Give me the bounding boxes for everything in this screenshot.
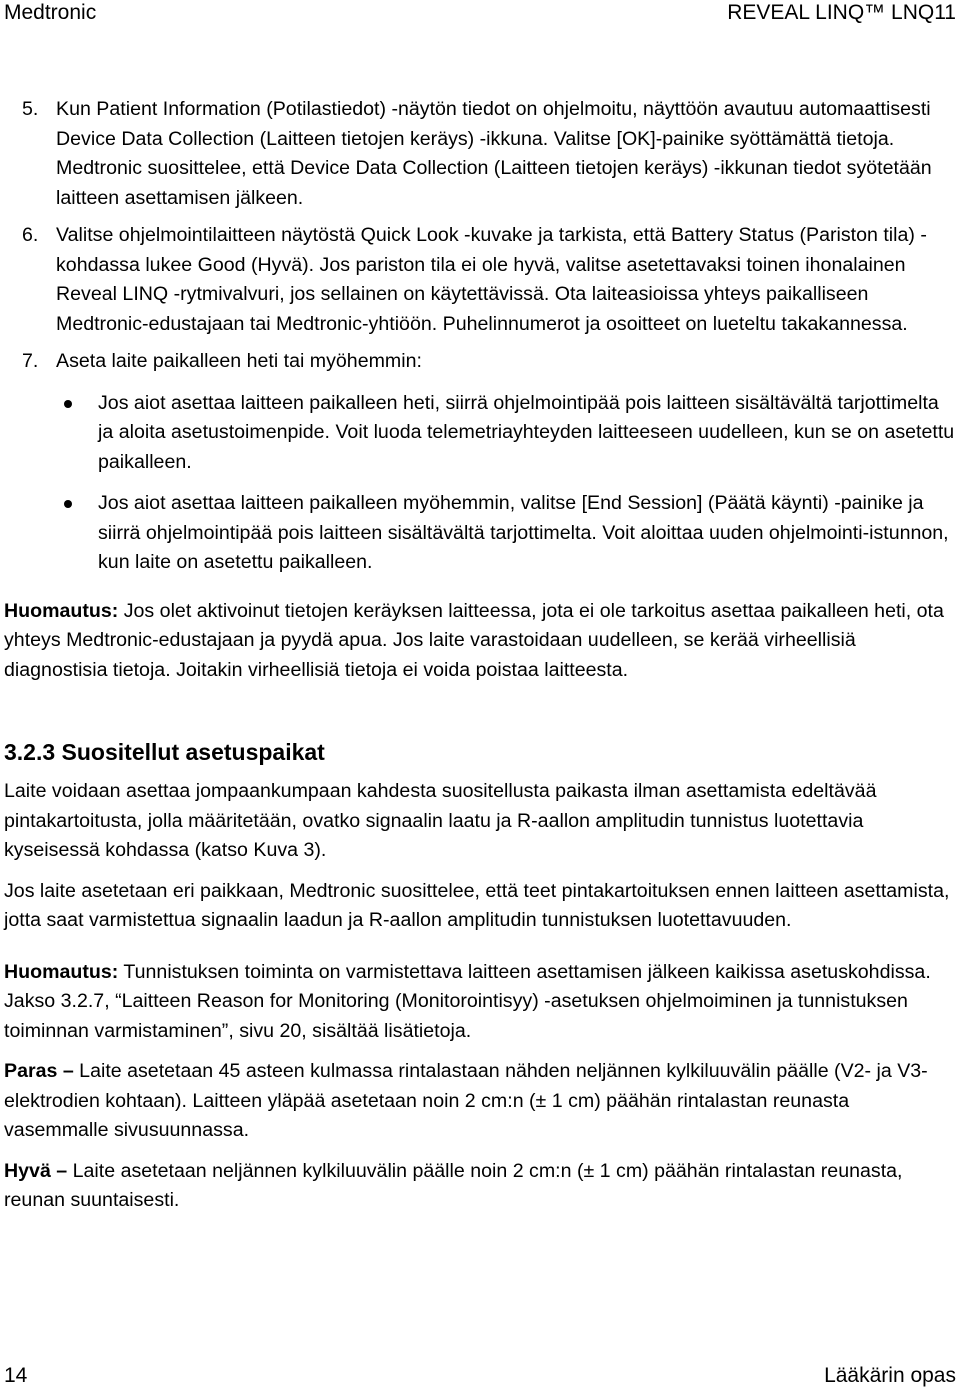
good-location-paragraph	[4, 1157, 956, 1216]
list-item-6	[4, 221, 956, 339]
best-text: Laite asetetaan 45 asteen kulmassa rintalastaan nähden neljännen kylkiluuvälin päälle (V2- ja V3-elektrodien kohtaan). Laitteen yläpää asetetaan noin 2 cm:n (± 1 cm) päähän rintalastan reunasta vasemmalle sivusuunnassa.	[4, 1060, 928, 1141]
note-text: Jos olet aktivoinut tietojen keräyksen laitteessa, jota ei ole tarkoitus asettaa paikalleen heti, ota yhteys Medtronic-edustajaan ja pyydä apua. Jos laite varastoidaan uudelleen, se kerää virheellisiä diagnostisia tietoja. Joitakin virheellisiä tietoja ei voida poistaa laitteesta.	[4, 599, 944, 681]
list-item-number: 5.	[22, 98, 39, 120]
good-label: Hyvä –	[4, 1159, 68, 1182]
page-content	[4, 95, 956, 1216]
bullet-item-2	[4, 489, 956, 578]
section-paragraph-2: Jos laite asetetaan eri paikkaan, Medtronic suosittelee, että teet pintakartoituksen ennen laitteen asettamista, jotta saat varmistettua signaalin laadun ja R-aallon amplitudin tunnistuksen luotettavuuden.	[4, 879, 950, 931]
list-item-text: Kun Patient Information (Potilastiedot) -näytön tiedot on ohjelmoitu, näyttöön avautuu automaattisesti Device Data Collection (Laitteen tietojen keräys) -ikkuna. Valitse [OK]-painike syöttämättä tietoja. Medtronic suosittelee, että Device Data Collection (Laitteen tietojen keräys) -ikkunan tiedot syötetään laitteen asettamisen jälkeen.	[56, 98, 932, 209]
bullet-text: Jos aiot asettaa laitteen paikalleen heti, siirrä ohjelmointipää pois laitteen sisältävältä tarjottimelta ja aloita asetustoimenpide. Voit luoda telemetriayhteyden laitteeseen uudelleen, kun se on asetettu paikalleen.	[98, 391, 955, 473]
section-paragraph-1: Laite voidaan asettaa jompaankumpaan kahdesta suositellusta paikasta ilman asettamista edeltävää pintakartoitusta, jolla määritetään, ovatko signaalin laatu ja R-aallon amplitudin tunnistus luotettavia kyseisessä kohdassa (katso Kuva 3).	[4, 780, 877, 861]
note-text: Tunnistuksen toiminta on varmistettava laitteen asettamisen jälkeen kaikissa asetuskohdissa. Jakso 3.2.7, “Laitteen Reason for Monitoring (Monitorointisyy) -asetuksen ohjelmoiminen ja tunnistuksen toiminnan varmistaminen”, sivu 20, sisältää lisätietoja.	[4, 960, 931, 1042]
best-location-paragraph	[4, 1057, 956, 1146]
list-item-7	[4, 347, 956, 377]
page-number: 14	[4, 1364, 28, 1387]
good-text: Laite asetetaan neljännen kylkiluuvälin päälle noin 2 cm:n (± 1 cm) päähän rintalastan reunasta, reunan suuntaisesti.	[4, 1159, 903, 1211]
note-paragraph-2	[4, 958, 956, 1047]
bullet-text: Jos aiot asettaa laitteen paikalleen myöhemmin, valitse [End Session] (Päätä käynti) -painike ja siirrä ohjelmointipää pois laitteen sisältävältä tarjottimelta. Voit aloittaa uuden ohjelmointi-istunnon, kun laite on asetettu paikalleen.	[98, 492, 949, 573]
list-item-number: 6.	[22, 224, 39, 246]
section-heading: 3.2.3 Suositellut asetuspaikat	[4, 739, 325, 765]
list-item-number: 7.	[22, 350, 39, 372]
page-footer	[4, 1363, 956, 1389]
note-paragraph	[4, 597, 956, 686]
header-product: REVEAL LINQ™ LNQ11	[727, 1, 956, 24]
note-label: Huomautus:	[4, 599, 119, 622]
header-brand: Medtronic	[4, 1, 97, 24]
list-item-5	[4, 95, 956, 213]
list-item-text: Aseta laite paikalleen heti tai myöhemmin:	[56, 350, 422, 372]
best-label: Paras –	[4, 1060, 74, 1082]
list-item-text: Valitse ohjelmointilaitteen näytöstä Quick Look -kuvake ja tarkista, että Battery Status (Pariston tila) -kohdassa lukee Good (Hyvä). Jos pariston tila ei ole hyvä, valitse asetettavaksi toinen ihonalainen Reveal LINQ -rytmivalvuri, jos sellainen on käytettävissä. Ota laiteasioissa yhteys paikalliseen Medtronic-edustajaan tai Medtronic-yhtiöön. Puhelinnumerot ja osoitteet on lueteltu takakannessa.	[56, 224, 927, 335]
page-header	[4, 0, 956, 26]
bullet-icon	[64, 500, 72, 508]
note-label: Huomautus:	[4, 960, 119, 983]
bullet-item-1	[4, 389, 956, 478]
bullet-icon	[64, 400, 72, 408]
footer-guide-title: Lääkärin opas	[824, 1364, 956, 1387]
